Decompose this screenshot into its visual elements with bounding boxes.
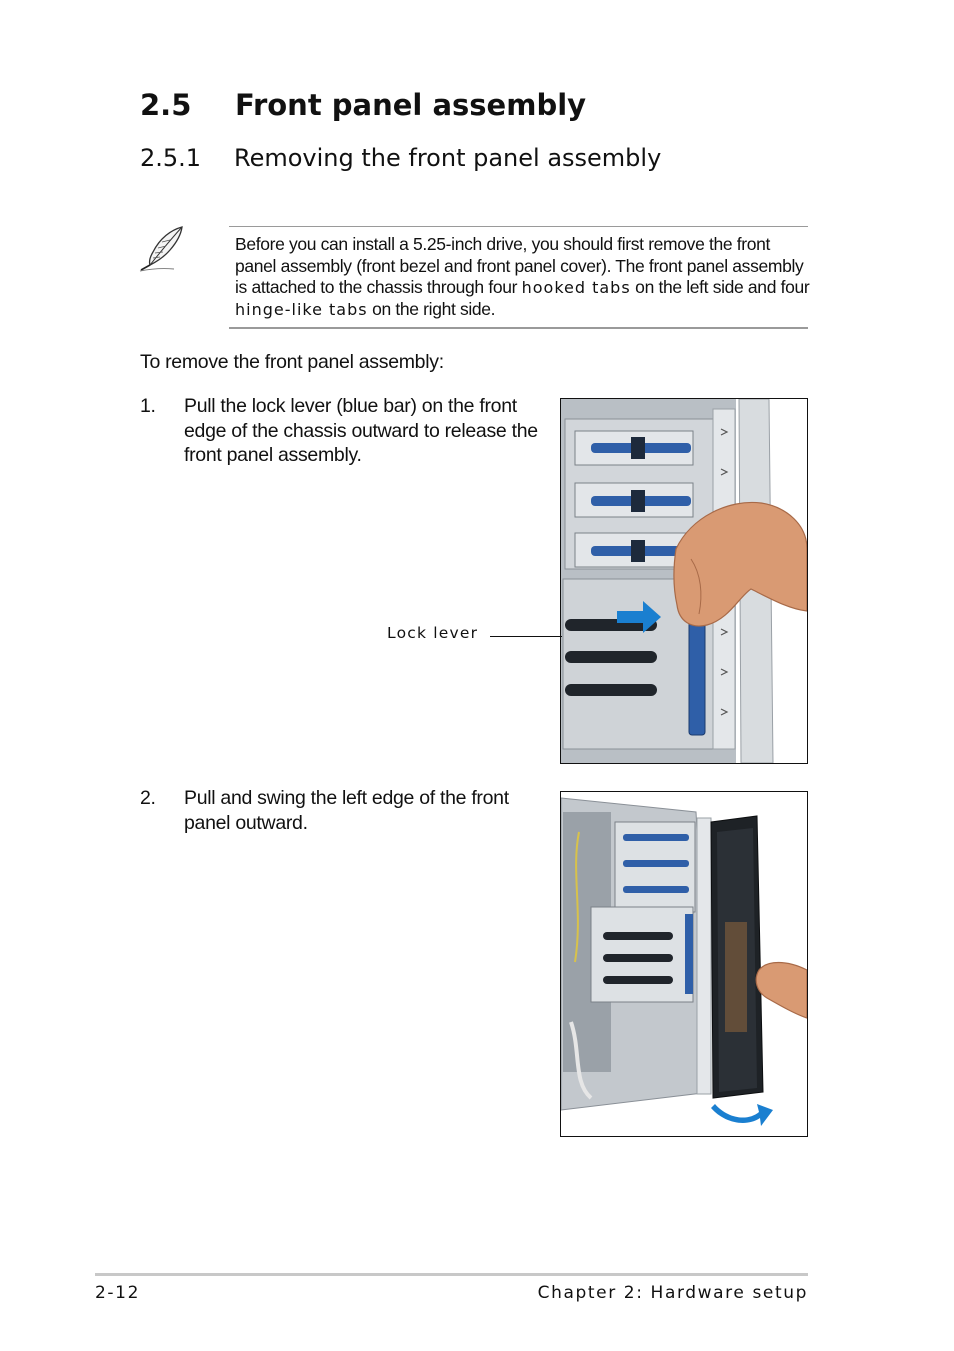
step-2-text: Pull and swing the left edge of the front panel outward.: [184, 787, 509, 834]
lock-lever-leader-line: [490, 636, 562, 637]
section-title: Front panel assembly: [235, 88, 587, 122]
figure-swing-panel-photo: [560, 791, 808, 1137]
section-number: 2.5: [140, 88, 192, 122]
section-heading: [140, 88, 586, 122]
subsection-title: Removing the front panel assembly: [234, 144, 662, 172]
chapter-title: Chapter 2: Hardware setup: [537, 1283, 808, 1303]
note-term-hooked-tabs: hooked tabs: [521, 278, 631, 297]
feather-pen-icon: [138, 224, 188, 274]
step-2-number: 2.: [140, 787, 156, 809]
footer-rule: [95, 1273, 808, 1276]
note-bottom-rule: [229, 327, 808, 329]
note-text-part: on the left side and four: [630, 277, 810, 297]
note-text: [235, 234, 815, 320]
subsection-heading: [140, 144, 661, 172]
step-1-text: Pull the lock lever (blue bar) on the front edge of the chassis outward to release the front panel assembly.: [184, 395, 538, 466]
step-1-number: 1.: [140, 395, 156, 417]
figure-lock-lever-photo: [560, 398, 808, 764]
lock-lever-callout: Lock lever: [387, 624, 479, 642]
intro-text: To remove the front panel assembly:: [140, 351, 444, 373]
subsection-number: 2.5.1: [140, 144, 202, 172]
note-text-part: on the right side.: [367, 298, 496, 319]
page-number: 2-12: [95, 1283, 140, 1303]
note-term-hinge-tabs: hinge-like tabs: [235, 299, 368, 319]
note-text-part: Before you can install a 5.25-inch drive, you should first remove the front panel assembly (front bezel and front panel cover). The front panel assembly is attached to the chassis through four: [235, 234, 804, 297]
note-top-rule: [229, 226, 808, 227]
